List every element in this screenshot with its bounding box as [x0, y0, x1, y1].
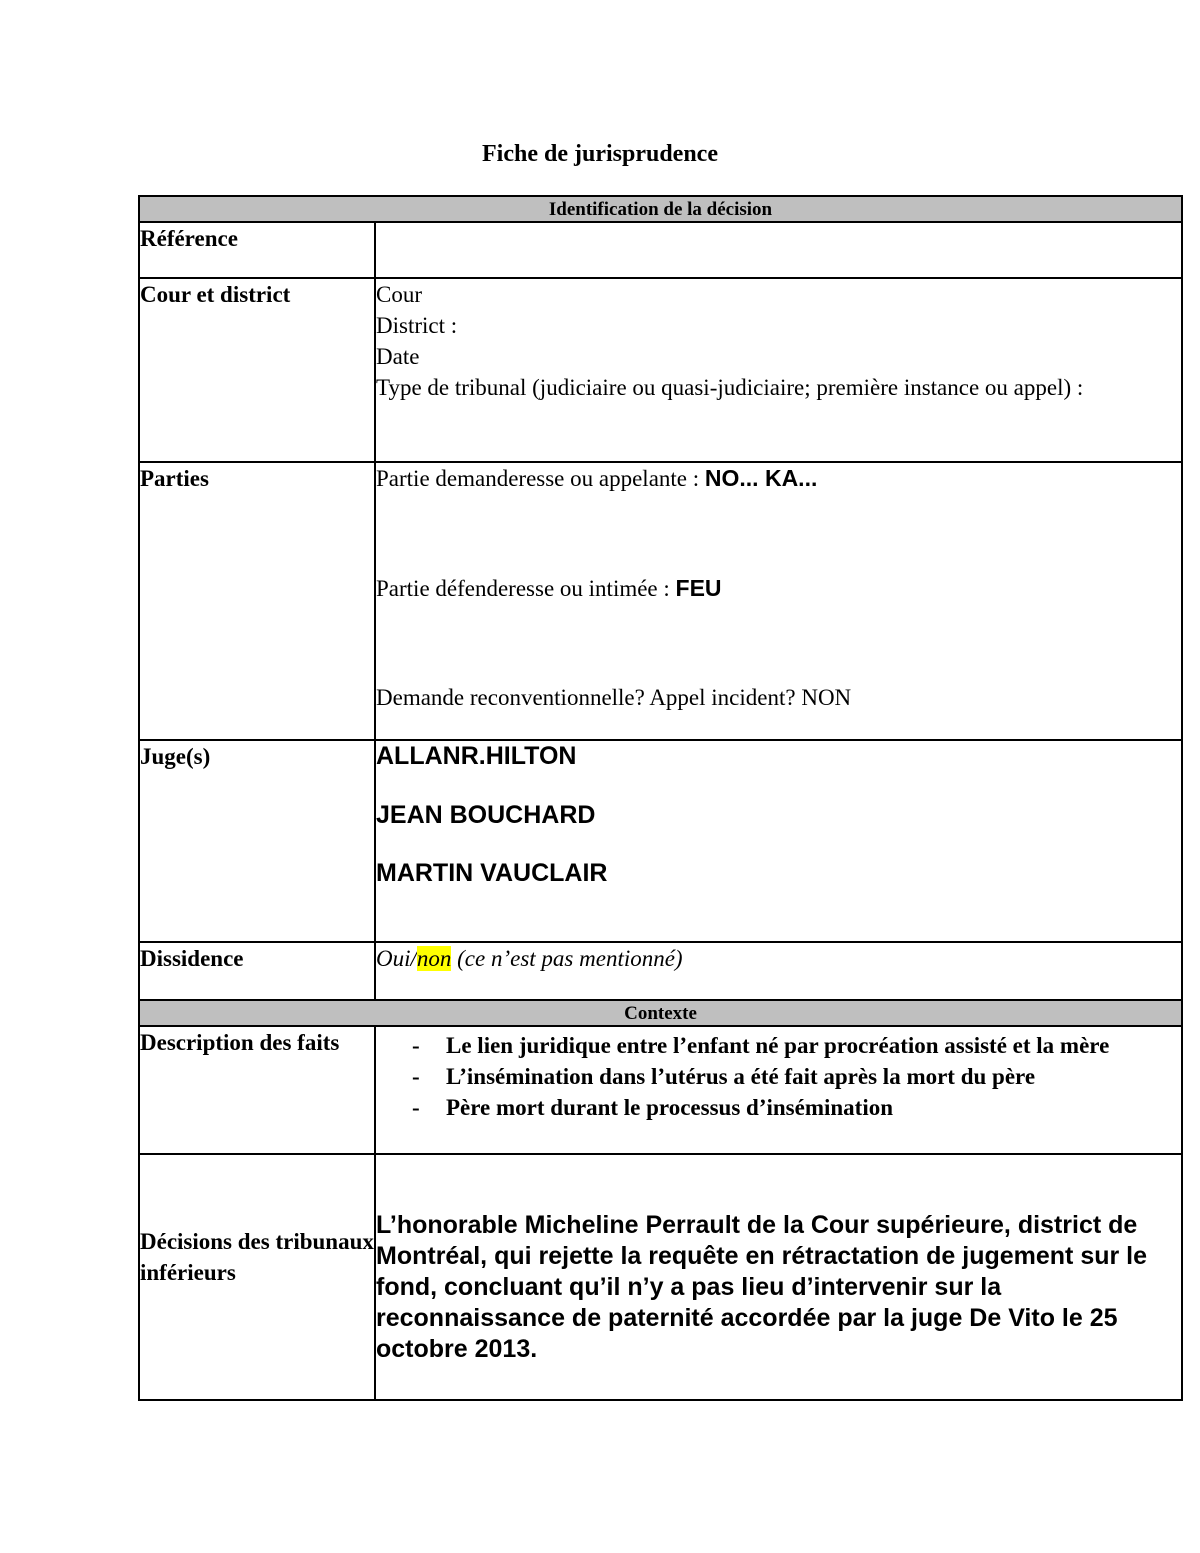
parties-content: [375, 462, 1182, 740]
demanderesse-label: Partie demanderesse ou appelante :: [376, 466, 700, 491]
case-sheet-table: [138, 195, 1183, 1401]
label-cour-district: Cour et district: [139, 278, 375, 462]
label-reference: Référence: [139, 222, 375, 278]
row-parties: [139, 462, 1182, 740]
list-item: - Le lien juridique entre l’enfant né par procréation assisté et la mère: [412, 1033, 1110, 1058]
district-line: District :: [376, 313, 458, 338]
dissidence-content: [375, 942, 1182, 1000]
tribunal-type-line: Type de tribunal (judiciaire ou quasi-judiciaire; première instance ou appel) :: [376, 375, 1084, 400]
label-dissidence: Dissidence: [139, 942, 375, 1000]
row-juges: [139, 740, 1182, 942]
decisions-content: [375, 1154, 1182, 1400]
defenderesse-line: [376, 573, 1181, 604]
page-title: Fiche de jurisprudence: [482, 141, 718, 167]
label-juges: Juge(s): [139, 740, 375, 942]
dissidence-oui: Oui/: [376, 946, 417, 971]
description-content: [375, 1026, 1182, 1154]
label-description: Description des faits: [139, 1026, 375, 1154]
row-cour-district: [139, 278, 1182, 462]
cour-district-content: [375, 278, 1182, 462]
label-parties: Parties: [139, 462, 375, 740]
demanderesse-line: [376, 463, 1181, 494]
section-title: Identification de la décision: [139, 196, 1182, 222]
list-item: - L’insémination dans l’utérus a été fait après la mort du père: [412, 1064, 1036, 1089]
cour-line: Cour: [376, 282, 422, 307]
judge-name: JEAN BOUCHARD: [376, 801, 596, 829]
judge-name: ALLANR.HILTON: [376, 742, 577, 770]
reconvention-line: Demande reconventionnelle? Appel incident? NON: [376, 685, 852, 710]
section-header-contexte: [139, 1000, 1182, 1026]
reference-value: [375, 222, 1182, 278]
judge-name: MARTIN VAUCLAIR: [376, 859, 608, 887]
row-description: [139, 1026, 1182, 1154]
row-decisions: [139, 1154, 1182, 1400]
section-header-identification: [139, 196, 1182, 222]
defenderesse-value: FEU: [675, 575, 722, 601]
label-decisions: Décisions des tribunaux inférieurs: [139, 1154, 375, 1400]
row-reference: [139, 222, 1182, 278]
facts-list: [376, 1030, 1181, 1123]
dissidence-non-highlighted: non: [416, 946, 452, 971]
dissidence-note: (ce n’est pas mentionné): [451, 946, 683, 971]
section-title: Contexte: [139, 1000, 1182, 1026]
lower-court-decision: L’honorable Micheline Perrault de la Cour supérieure, district de Montréal, qui rejette la requête en rétractation de jugement sur le fond, concluant qu’il n’y a pas lieu d’intervenir sur la reconnaissance de paternité accordée par la juge De Vito le 25 octobre 2013.: [376, 1210, 1148, 1363]
date-line: Date: [376, 344, 420, 369]
juges-content: [375, 740, 1182, 942]
row-dissidence: [139, 942, 1182, 1000]
list-item: - Père mort durant le processus d’insémination: [412, 1095, 893, 1120]
demanderesse-value: NO... KA...: [704, 465, 818, 491]
defenderesse-label: Partie défenderesse ou intimée :: [376, 576, 670, 601]
